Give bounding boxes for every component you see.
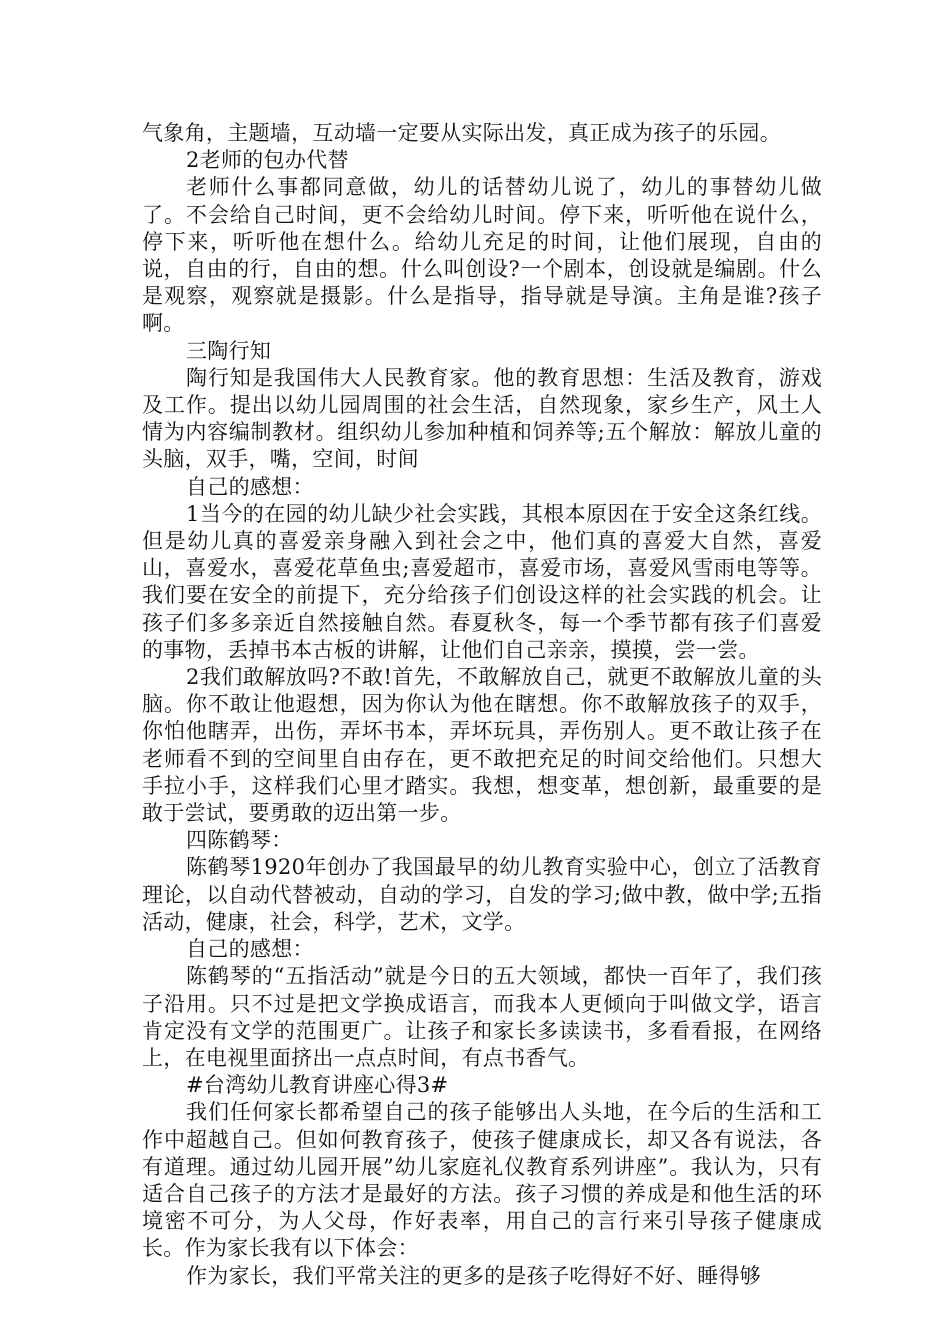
paragraph-reflection-social-practice: 1当今的在园的幼儿缺少社会实践，其根本原因在于安全这条红线。但是幼儿真的喜爱亲身融入到社会之中，他们真的喜爱大自然，喜爱山，喜爱水，喜爱花草鱼虫;喜爱超市，喜爱市场，喜爱风雪雨电等等。我们要在安全的前提下，充分给孩子们创设这样的社会实践的机会。让孩子们多多亲近自然接触自然。春夏秋冬，每一个季节都有孩子们喜爱的事物，丢掉书本古板的讲解，让他们自己亲亲，摸摸，尝一尝。 [142, 501, 822, 662]
section-heading-tao-xingzhi: 三陶行知 [186, 338, 272, 363]
paragraph-reflection-five-fingers: 陈鹤琴的“五指活动”就是今日的五大领域，都快一百年了，我们孩子沿用。只不过是把文学换成语言，而我本人更倾向于叫做文学，语言肯定没有文学的范围更广。让孩子和家长多读读书，多看看报，在网络上，在电视里面挤出一点点时间，有点书香气。 [142, 964, 822, 1070]
section-heading-teacher-takeover: 2老师的包办代替 [186, 148, 349, 173]
paragraph-tao-xingzhi: 陶行知是我国伟大人民教育家。他的教育思想：生活及教育，游戏及工作。提出以幼儿园周围的社会生活，自然现象，家乡生产，风土人情为内容编制教材。组织幼儿参加种植和饲养等;五个解放：解放儿童的头脑，双手，嘴，空间，时间 [142, 365, 822, 472]
section-heading-reflection-2: 自己的感想： [186, 937, 314, 962]
section-heading-chen-heqin: 四陈鹤琴： [186, 828, 293, 853]
paragraph-chen-heqin: 陈鹤琴1920年创办了我国最早的幼儿教育实验中心，创立了活教育理论，以自动代替被动，自动的学习，自发的学习;做中教，做中学;五指活动，健康，社会，科学，艺术，文学。 [142, 855, 822, 934]
section-heading-reflection-1: 自己的感想： [186, 474, 314, 499]
paragraph-parent-expectations: 我们任何家长都希望自己的孩子能够出人头地，在今后的生活和工作中超越自己。但如何教育孩子，使孩子健康成长，却又各有说法，各有道理。通过幼儿园开展”幼儿家庭礼仪教育系列讲座”。我认为，只有适合自己孩子的方法才是最好的方法。孩子习惯的养成是和他生活的环境密不可分，为人父母，作好表率，用自己的言行来引导孩子健康成长。作为家长我有以下体会： [142, 1100, 822, 1261]
paragraph-teacher-takeover: 老师什么事都同意做，幼儿的话替幼儿说了，幼儿的事替幼儿做了。不会给自己时间，更不会给幼儿时间。停下来，听听他在说什么，停下来，听听他在想什么。给幼儿充足的时间，让他们展现，自由的说，自由的行，自由的想。什么叫创设?一个剧本，创设就是编剧。什么是观察，观察就是摄影。什么是指导，指导就是导演。主角是谁?孩子啊。 [142, 175, 822, 336]
paragraph-continuation: 气象角，主题墙，互动墙一定要从实际出发，真正成为孩子的乐园。 [142, 121, 781, 145]
paragraph-parent-concerns: 作为家长，我们平常关注的更多的是孩子吃得好不好、睡得够 [186, 1263, 762, 1288]
paragraph-reflection-liberation: 2我们敢解放吗?不敢!首先，不敢解放自己，就更不敢解放儿童的头脑。你不敢让他遐想，因为你认为他在瞎想。你不敢解放孩子的双手，你怕他瞎弄，出伤，弄坏书本，弄坏玩具，弄伤别人。更不敢让孩子在老师看不到的空间里自由存在，更不敢把充足的时间交给他们。只想大手拉小手，这样我们心里才踏实。我想，想变革，想创新，最重要的是敢于尝试，要勇敢的迈出第一步。 [142, 665, 822, 826]
section-heading-lecture-notes-3: #台湾幼儿教育讲座心得3# [186, 1073, 449, 1098]
document-body [142, 120, 822, 1290]
